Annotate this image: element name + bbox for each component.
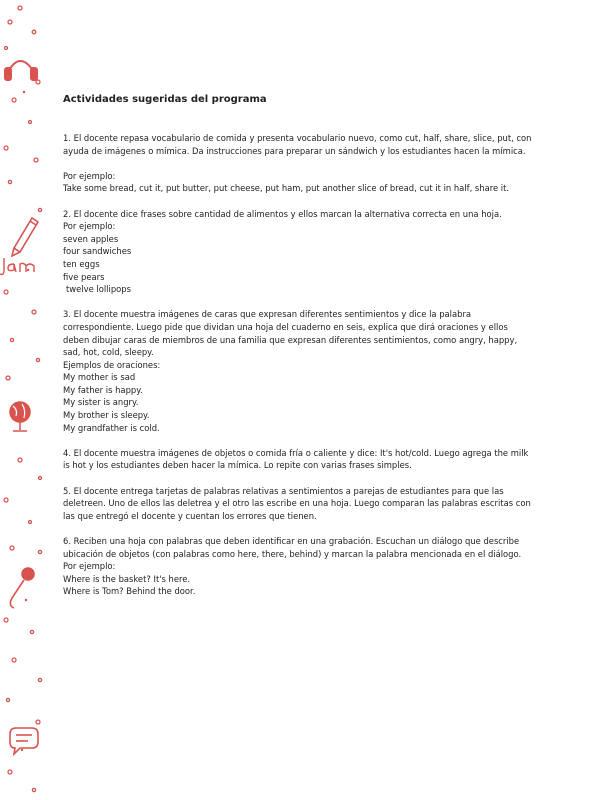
globe-icon bbox=[10, 402, 30, 431]
list-item: Where is the basket? It's here. bbox=[63, 573, 191, 584]
list-item: ten eggs bbox=[63, 258, 100, 269]
activity-3-text: 3. El docente muestra imágenes de caras que expresan diferentes sentimientos y dice la palabra correspondiente. Luego pide que dividan una hoja del cuaderno en seis, explica que dirá oraciones y ellos deben dibujar caras de miembros de una familia que expresan diferentes sentimientos, como angry, happy, sad, hot, cold, sleepy. bbox=[63, 309, 518, 358]
margin-decoration bbox=[0, 0, 50, 800]
activity-3-example-label: Ejemplos de oraciones: bbox=[63, 359, 161, 370]
activity-4-text: 4. El docente muestra imágenes de objetos o comida fría o caliente y dice: It's hot/cold. Luego agrega the milk is hot y los estudiantes deben hacer la mímica. Lo repite con varias frases simples. bbox=[63, 447, 529, 471]
activity-2-example-label: Por ejemplo: bbox=[63, 221, 116, 232]
list-item: My father is happy. bbox=[63, 384, 143, 395]
list-item: five pears bbox=[63, 271, 105, 282]
headphones-icon bbox=[5, 61, 37, 80]
speech-bubble-icon bbox=[10, 728, 38, 754]
list-item: My brother is sleepy. bbox=[63, 410, 150, 421]
activity-2-text: 2. El docente dice frases sobre cantidad de alimentos y ellos marcan la alternativa correcta en una hoja. bbox=[63, 208, 502, 219]
list-item: seven apples bbox=[63, 233, 119, 244]
pencil-icon bbox=[12, 218, 38, 256]
list-item: My mother is sad bbox=[63, 372, 136, 383]
activity-1-example: Take some bread, cut it, put butter, put cheese, put ham, put another slice of bread, cut it in half, share it. bbox=[63, 183, 510, 194]
activity-6-example-label: Por ejemplo: bbox=[63, 561, 116, 572]
list-item: My grandfather is cold. bbox=[63, 422, 160, 433]
activity-6-text: 6. Reciben una hoja con palabras que deben identificar en una grabación. Escuchan un diálogo que describe ubicación de objetos (con palabras como here, there, behind) y marcan la palabra mencionada en el diálogo. bbox=[63, 536, 522, 559]
document-body bbox=[63, 93, 533, 598]
jam-sticker-icon bbox=[0, 258, 34, 275]
activity-1-text: 1. El docente repasa vocabulario de comida y presenta vocabulario nuevo, como cut, half, share, slice, put, con ayuda de imágenes o mímica. Da instrucciones para preparar un sándwich y los estudiantes hacen la mímica. bbox=[63, 133, 532, 156]
microphone-icon bbox=[10, 568, 34, 608]
activity-1-example-label: Por ejemplo: bbox=[63, 170, 116, 181]
list-item: four sandwiches bbox=[63, 246, 132, 257]
list-item: twelve lollipops bbox=[66, 284, 131, 295]
page-title: Actividades sugeridas del programa bbox=[63, 94, 267, 105]
list-item: My sister is angry. bbox=[63, 397, 139, 408]
activity-5-text: 5. El docente entrega tarjetas de palabras relativas a sentimientos a parejas de estudiantes para que las deletreen. Uno de ellos las deletrea y el otro las escribe en una hoja. Luego comparan las palabras escritas con las que entregó el docente y cuentan los errores que tienen. bbox=[63, 485, 531, 521]
list-item: Where is Tom? Behind the door. bbox=[63, 586, 196, 597]
